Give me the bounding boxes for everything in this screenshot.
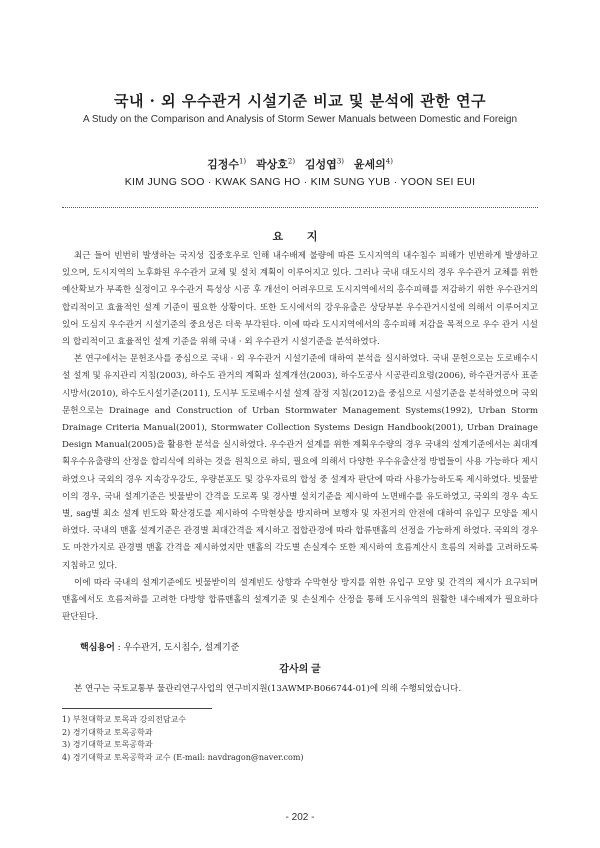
paper-title-korean: 국내 · 외 우수관거 시설기준 비교 및 분석에 관한 연구 — [113, 92, 486, 110]
author-footnote-mark: 2) — [287, 157, 296, 166]
footnotes — [62, 714, 304, 764]
abstract-paragraph: 최근 들어 빈번히 발생하는 국지성 집중호우로 인해 내수배제 불량에 따른 도시지역의 내수침수 피해가 빈번하게 발생하고 있으며, 도시지역의 노후화된 우수관거 교체 및 설치 계획이 이루어지고 있다. 그러나 국내 대도시의 경우 우수관거 교체를 위한 예산확보가 부족한 실정이고 우수관거 특성상 시공 후 개선이 어려우므로 도시지역에서의 홍수피해를 저감하기 위한 우수관거의 합리적이고 효율적인 설계 기준이 필요한 상황이다. 또한 도시에서의 강우유출은 상당부분 우수관거시설에 의해서 이루어지고 있어 도심지 우수관거 시설기준의 중요성은 더욱 부각된다. 이에 따라 도시지역에서의 홍수피해 저감을 목적으로 우수 관거 시설의 합리적이고 효율적인 설계 기준을 위해 국내 · 외 우수관거 시설기준을 분석하였다. — [62, 251, 538, 348]
keywords-line — [80, 640, 239, 653]
footnote: 4) 경기대학교 토목공학과 교수 (E-mail: navdragon@naver.com) — [62, 752, 304, 762]
author-footnote-mark: 3) — [336, 157, 344, 166]
author-name: 김정수 — [207, 158, 239, 171]
author-name: 윤세의 — [353, 158, 386, 171]
footnote: 2) 경기대학교 토목공학과 — [62, 727, 153, 737]
acknowledgement-heading: 감사의 글 — [279, 664, 321, 675]
author-list-korean — [0, 156, 600, 172]
footnote-divider — [62, 708, 212, 709]
page-number: - 202 - — [285, 812, 315, 823]
author-footnote-mark: 4) — [385, 157, 393, 166]
acknowledgement-text: 본 연구는 국토교통부 물관리연구사업의 연구비지원(13AWMP-B066744-01)에 의해 수행되었습니다. — [74, 684, 462, 694]
author-name: 김성엽 — [304, 158, 337, 171]
paper-title-english: A Study on the Comparison and Analysis of Storm Sewer Manuals between Domestic and Foreign — [82, 114, 518, 125]
abstract-heading: 요 지 — [272, 230, 328, 243]
author-name: 곽상호 — [256, 158, 288, 171]
header-divider — [62, 207, 538, 208]
abstract-body — [62, 248, 538, 626]
abstract-paragraph: 이에 따라 국내의 설계기준에도 빗물받이의 설계빈도 상향과 수막현상 방지를 위한 유입구 모양 및 간격의 제시가 요구되며 맨홀에서도 흐름저하를 고려한 다방향 합류맨홀의 설계기준 및 손실계수 산정을 통해 도시유역의 원활한 내수배제가 필요하다 판단된다. — [62, 577, 538, 623]
keywords-values: 우수관거, 도시침수, 설계기준 — [123, 643, 240, 653]
keywords-separator: : — [117, 643, 124, 653]
footnote: 3) 경기대학교 토목공학과 — [62, 740, 153, 749]
footnote: 1) 부천대학교 토목과 강의전담교수 — [62, 715, 187, 724]
author-list-english: KIM JUNG SOO · KWAK SANG HO · KIM SUNG YUB · YOON SEI EUI — [124, 176, 476, 188]
author-footnote-mark: 1) — [238, 157, 247, 166]
keywords-label: 핵심용어 — [80, 642, 115, 652]
abstract-paragraph: 본 연구에서는 문헌조사를 중심으로 국내 · 외 우수관거 시설기준에 대하여 분석을 실시하였다. 국내 문헌으로는 도로배수시설 설계 및 유지관리 지침(2003), 하수도 관거의 계획과 설계개선(2003), 하수도공사 시공관리요령(2006), 하수관거공사 표준시방서(2010), 하수도시설기준(2011), 도시부 도로배수시설 설계 잠정 지침(2012)을 중심으로 시설기준을 분석하였으며 국외 문헌으로는 Drainage and Construction of Urban Stormwater Management Systems(1992), Urban Storm Drainage Criteria Manual(2001), Stormwater Collection Systems Design Handbook(2001), Urban Drainage Design Manual(2005)을 활용한 분석을 실시하였다. 우수관거 설계를 위한 계획우수량의 경우 국내의 설계기준에서는 최대계획우수유출량의 산정을 합리식에 의하는 것을 원칙으로 하되, 필요에 의해서 다양한 우수유출산정 방법들이 사용 가능하다 제시하였으나 국외의 경우 지속강우강도, 우량분포도 및 강우자료의 합성 중 설계자 판단에 따라 사용가능하도록 제시하였다. 빗물받이의 경우, 국내 설계기준은 빗물받이 간격을 도로폭 및 경사별 설치기준을 제시하여 노면배수를 유도하였고, 국외의 경우 속도별, sag별 최소 설계 빈도와 확산경도를 제시하여 수막현상을 방지하며 보행자 및 자전거의 안전에 대하여 유입구 모양을 제시하였다. 국내의 맨홀 설계기준은 관경별 최대간격을 제시하고 접합관경에 따라 합류맨홀의 선정을 가능하게 하였다. 국외의 경우도 마찬가지로 관경별 맨홀 간격을 제시하였지만 맨홀의 각도별 손실계수 또한 제시하여 흐름계산시 흐름의 저하를 고려하도록 지침하고 있다. — [62, 354, 538, 571]
